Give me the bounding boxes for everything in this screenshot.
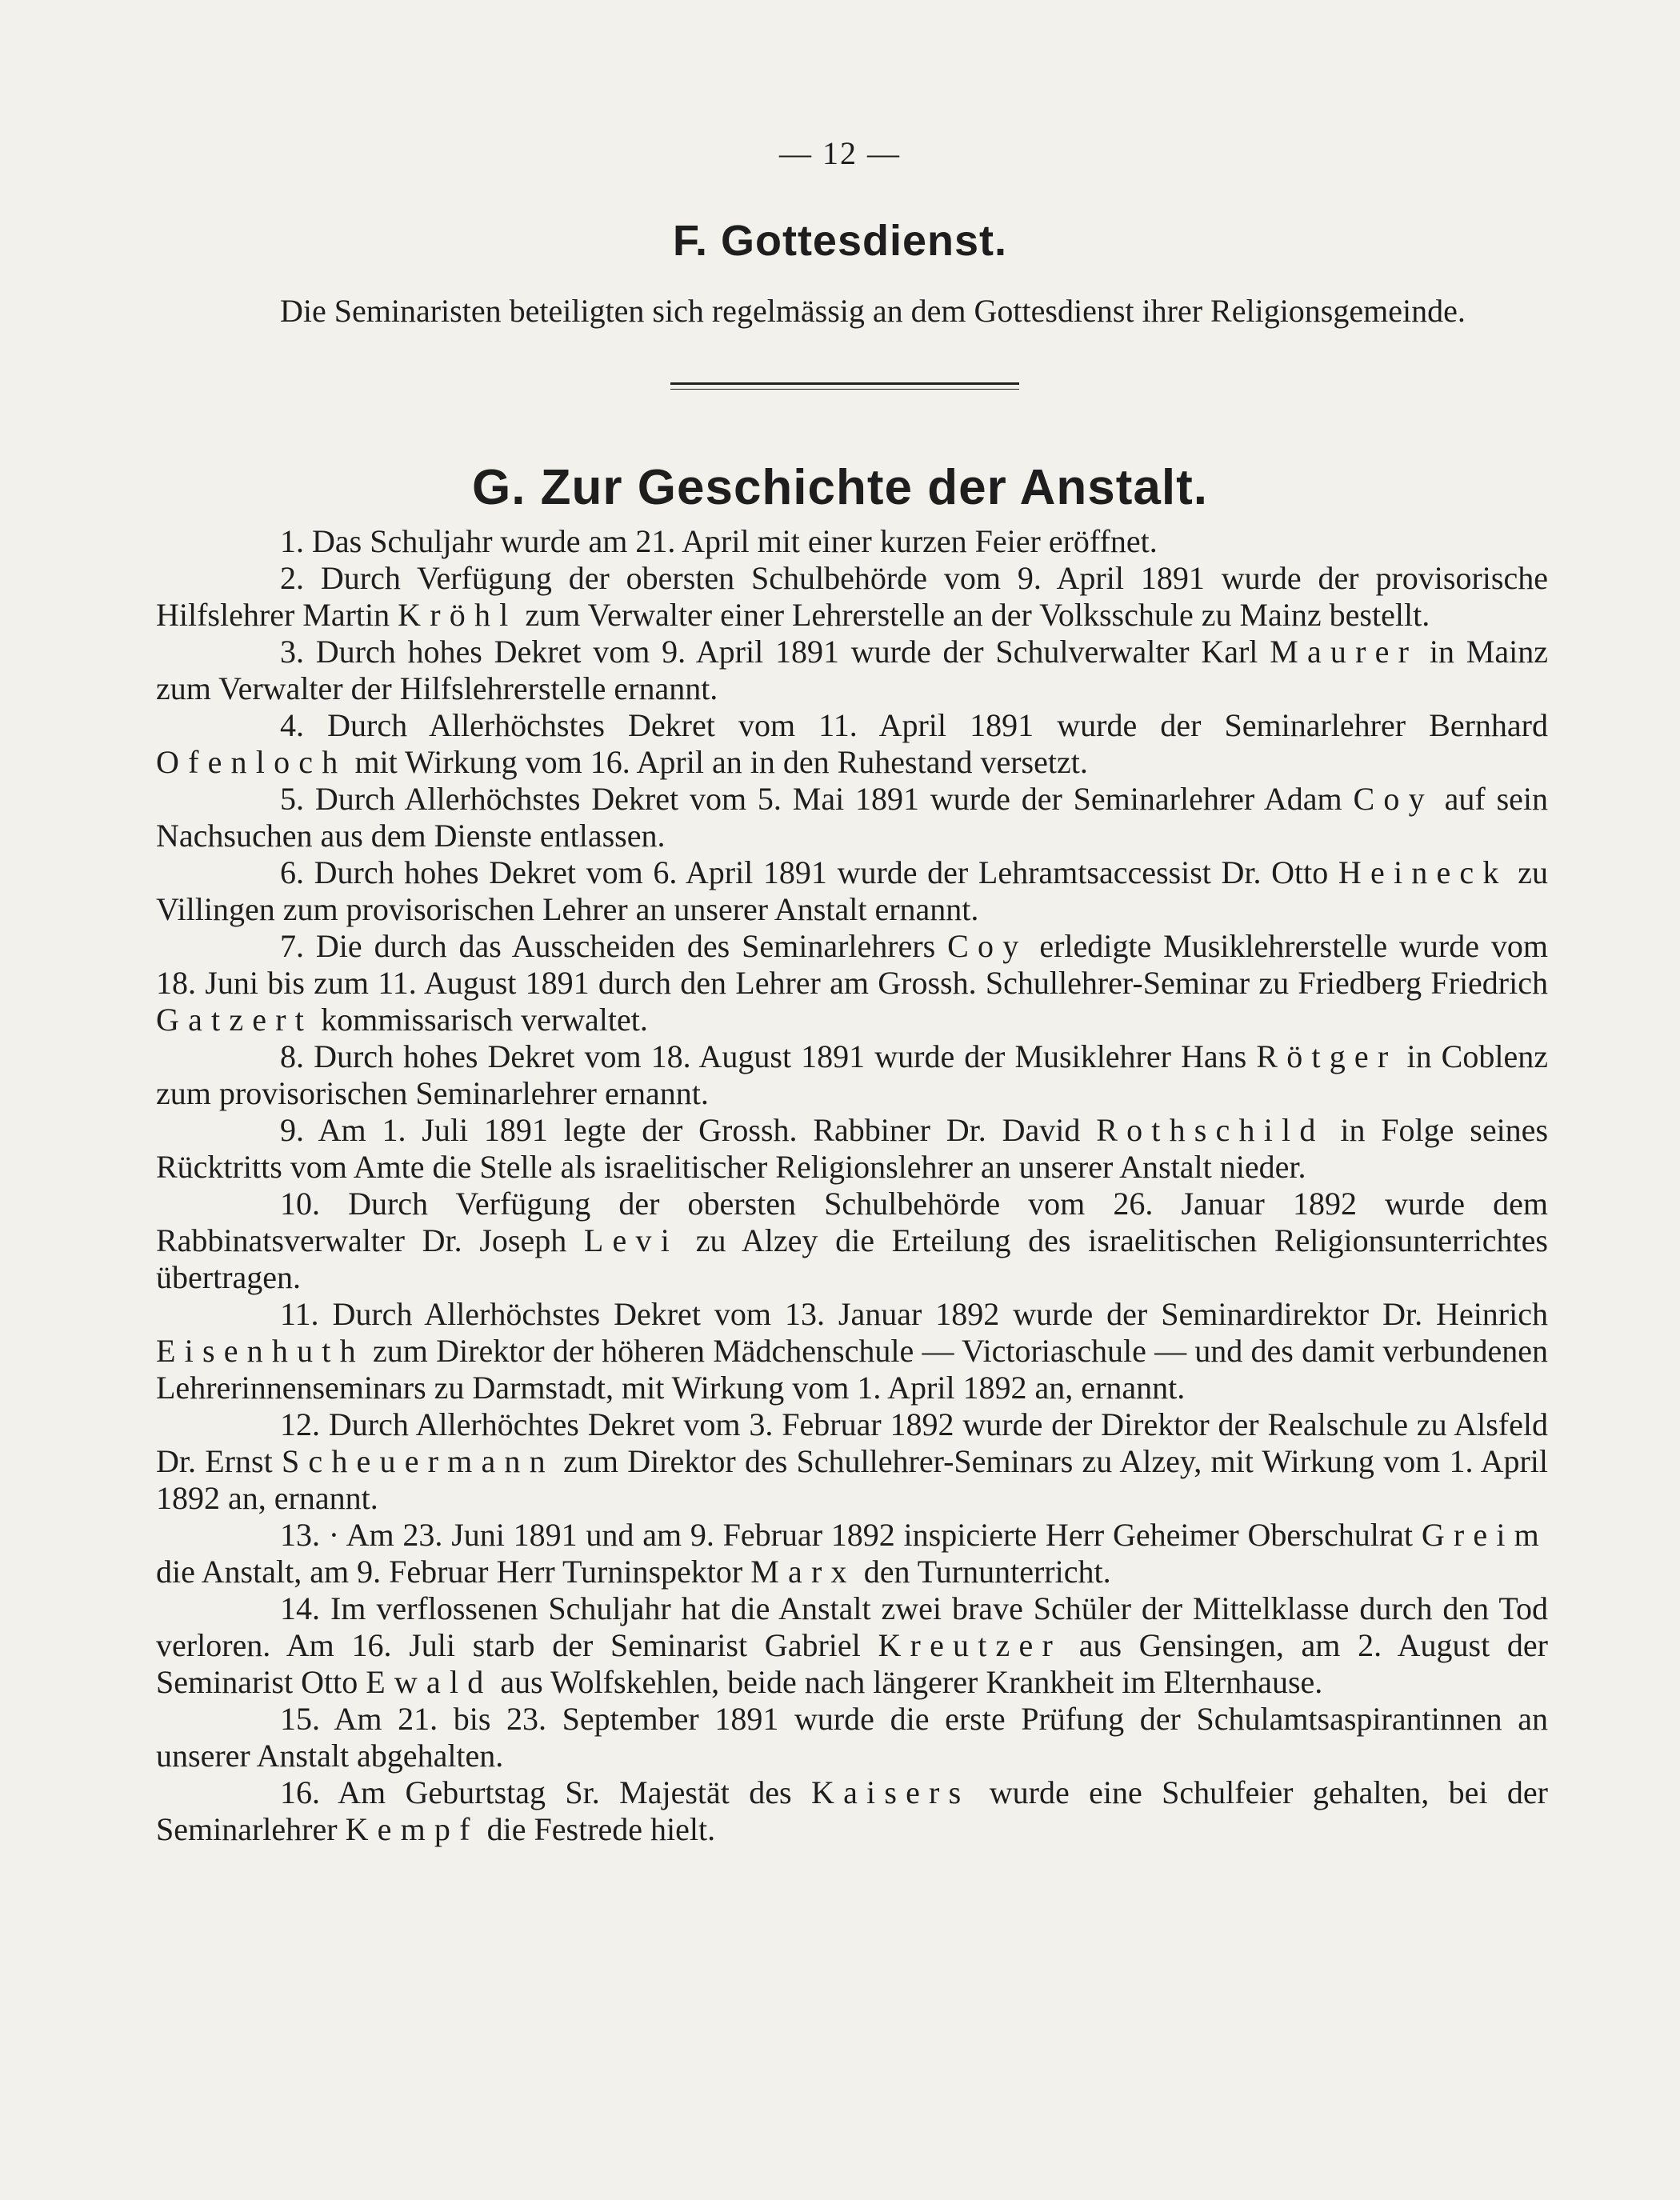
chronicle-list [156, 523, 1548, 1848]
spaced-name: Kreutzer [878, 1627, 1062, 1663]
item-text: aus Gensingen, am 2. August der Seminarist Otto [156, 1627, 1548, 1700]
chronicle-item [156, 560, 1548, 634]
chronicle-item [156, 634, 1548, 707]
item-text: die Anstalt, am 9. Februar Herr Turninspektor [156, 1554, 751, 1590]
item-text: 3. Durch hohes Dekret vom 9. April 1891 wurde der Schulverwalter Karl [280, 634, 1270, 670]
spaced-name: Coy [947, 928, 1028, 964]
chronicle-item [156, 1517, 1548, 1590]
item-text: in Folge seines Rücktritts vom Amte die Stelle als israelitischer Religionslehrer an unserer Anstalt nieder. [156, 1112, 1549, 1185]
item-text: 5. Durch Allerhöchstes Dekret vom 5. Mai 1891 wurde der Seminarlehrer Adam [280, 781, 1354, 817]
item-text: wurde eine Schulfeier gehalten, bei der Seminarlehrer [156, 1774, 1549, 1847]
item-text: erledigte Musiklehrerstelle wurde vom 18. Juni bis zum 11. August 1891 durch den Lehrer am Grossh. Schullehrer-Seminar zu Friedberg Friedrich [156, 928, 1548, 1001]
chronicle-item [156, 1774, 1548, 1848]
spaced-name: Ofenloch [156, 744, 347, 780]
spaced-name: Scheuermann [281, 1443, 554, 1479]
section-divider [670, 382, 1019, 390]
item-text: zum Direktor der höheren Mädchenschule — Victoriaschule — und des damit verbundenen Lehrerinnenseminars zu Darmstadt, mit Wirkung vom 1. April 1892 an, ernannt. [156, 1333, 1548, 1406]
item-text: den Turnunterricht. [855, 1554, 1111, 1590]
spaced-name: Kröhl [398, 597, 518, 633]
spaced-name: Coy [1353, 781, 1434, 817]
spaced-name: Rothschild [1096, 1112, 1325, 1148]
item-text: 11. Durch Allerhöchstes Dekret vom 13. Januar 1892 wurde der Seminardirektor Dr. Heinrich [280, 1296, 1548, 1332]
spaced-name: Heineck [1338, 854, 1508, 890]
section-f-heading: F. Gottesdienst. [672, 217, 1008, 265]
chronicle-item [156, 1186, 1548, 1296]
section-g-heading: G. Zur Geschichte der Anstalt. [471, 460, 1208, 515]
item-text: 14. Im verflossenen Schuljahr hat die Anstalt zwei brave Schüler der Mittelklasse durch den Tod verloren. Am 16. Juli starb der Seminarist Gabriel [156, 1590, 1548, 1663]
item-text: auf sein Nachsuchen aus dem Dienste entlassen. [156, 781, 1549, 854]
spaced-name: Levi [583, 1222, 679, 1258]
item-text: in Mainz zum Verwalter der Hilfslehrerstelle ernannt. [156, 634, 1548, 706]
item-text: zum Direktor des Schullehrer-Seminars zu Alzey, mit Wirkung vom 1. April 1892 an, ernannt. [156, 1443, 1548, 1516]
chronicle-item [156, 1038, 1548, 1112]
item-text: 2. Durch Verfügung der obersten Schulbehörde vom 9. April 1891 wurde der provisorische Hilfslehrer Martin [156, 560, 1548, 633]
item-text: 8. Durch hohes Dekret vom 18. August 1891 wurde der Musiklehrer Hans [280, 1038, 1257, 1074]
item-text: zu Alzey die Erteilung des israelitischen Religionsunterrichtes übertragen. [156, 1222, 1548, 1295]
item-text: 10. Durch Verfügung der obersten Schulbehörde vom 26. Januar 1892 wurde dem Rabbinatsverwalter Dr. Joseph [156, 1186, 1548, 1258]
spaced-name: Marx [750, 1554, 856, 1590]
item-text: 16. Am Geburtstag Sr. Majestät des [280, 1774, 811, 1810]
item-text: 4. Durch Allerhöchstes Dekret vom 11. April 1891 wurde der Seminarlehrer Bernhard [280, 707, 1548, 743]
item-text: aus Wolfskehlen, beide nach längerer Krankheit im Elternhause. [492, 1664, 1323, 1700]
item-text: die Festrede hielt. [478, 1811, 716, 1847]
chronicle-item [156, 781, 1548, 854]
item-text: in Coblenz zum provisorischen Seminarlehrer ernannt. [156, 1038, 1548, 1111]
item-text: 6. Durch hohes Dekret vom 6. April 1891 wurde der Lehramtsaccessist Dr. Otto [280, 854, 1338, 890]
chronicle-item [156, 854, 1548, 928]
chronicle-item [156, 1590, 1548, 1701]
spaced-name: Gatzert [156, 1002, 314, 1038]
spaced-name: Ewald [366, 1664, 493, 1700]
chronicle-item [156, 707, 1548, 781]
spaced-name: Rötger [1256, 1038, 1398, 1074]
item-text: 13. · Am 23. Juni 1891 und am 9. Februar 1892 inspicierte Herr Geheimer Oberschulrat [280, 1517, 1422, 1553]
item-text: kommissarisch verwaltet. [313, 1002, 648, 1038]
chronicle-item [156, 1406, 1548, 1517]
page-number: — 12 — [779, 135, 901, 171]
item-text: mit Wirkung vom 16. April an in den Ruhestand versetzt. [346, 744, 1088, 780]
item-text: 9. Am 1. Juli 1891 legte der Grossh. Rabbiner Dr. David [280, 1112, 1097, 1148]
chronicle-item [156, 1296, 1548, 1406]
spaced-name: Maurer [1270, 634, 1418, 670]
item-text: 1. Das Schuljahr wurde am 21. April mit einer kurzen Feier eröffnet. [280, 523, 1158, 559]
chronicle-item [156, 523, 1548, 560]
spaced-name: Kempf [345, 1811, 479, 1847]
chronicle-item [156, 1112, 1548, 1186]
item-text: 7. Die durch das Ausscheiden des Seminarlehrers [280, 928, 948, 964]
spaced-name: Kaisers [810, 1774, 970, 1810]
item-text: zum Verwalter einer Lehrerstelle an der Volksschule zu Mainz bestellt. [517, 597, 1430, 633]
chronicle-item [156, 1701, 1548, 1774]
spaced-name: Greim [1421, 1517, 1548, 1553]
item-text: 15. Am 21. bis 23. September 1891 wurde die erste Prüfung der Schulamtsaspirantinnen an unserer Anstalt abgehalten. [156, 1701, 1548, 1774]
item-text: zu Villingen zum provisorischen Lehrer an unserer Anstalt ernannt. [156, 854, 1548, 927]
section-f-paragraph: Die Seminaristen beteiligten sich regelmässig an dem Gottesdienst ihrer Religionsgemeinde. [280, 293, 1466, 329]
chronicle-item [156, 928, 1548, 1038]
spaced-name: Eisenhuth [156, 1333, 365, 1369]
item-text: 12. Durch Allerhöchtes Dekret vom 3. Februar 1892 wurde der Direktor der Realschule zu Alsfeld Dr. Ernst [156, 1406, 1548, 1479]
